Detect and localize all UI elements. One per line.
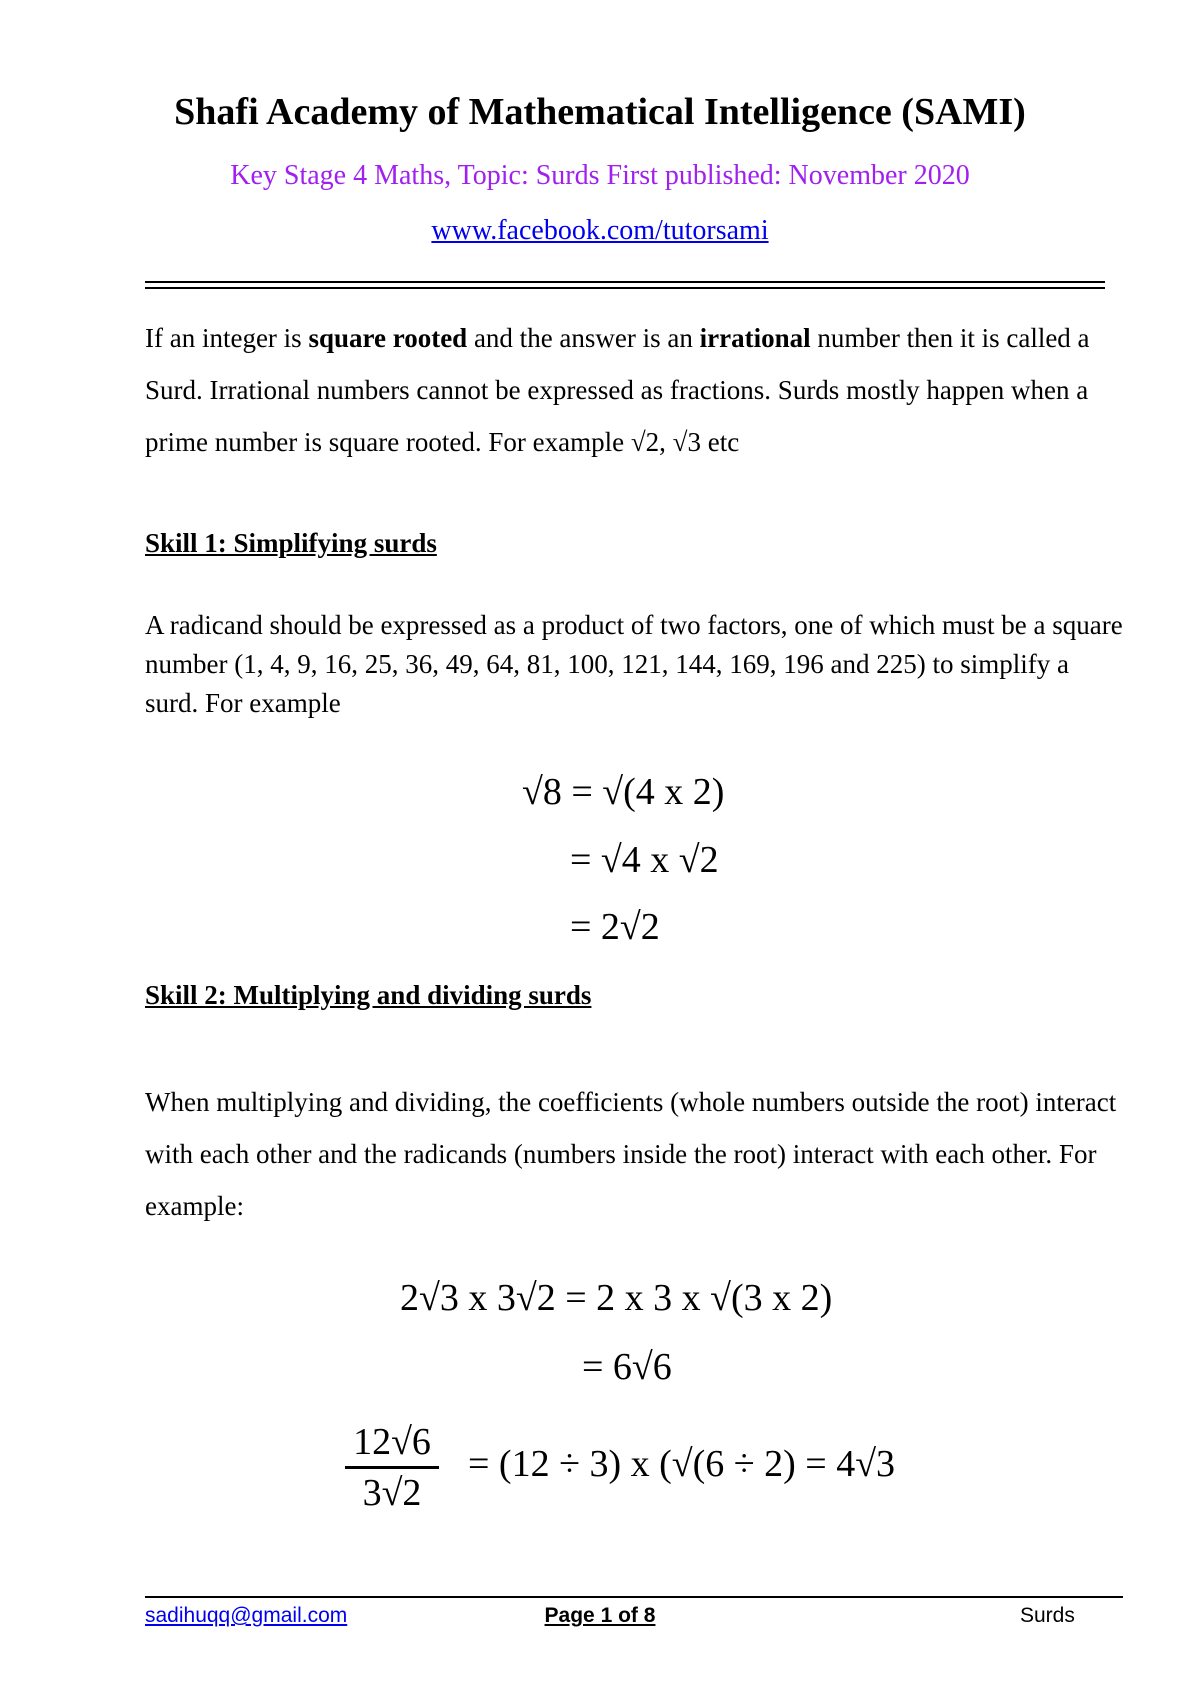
fraction-denominator: 3√2: [362, 1472, 422, 1514]
skill2-equation-2: = 6√6: [582, 1346, 672, 1388]
footer-topic: Surds: [1020, 1604, 1075, 1627]
skill1-equation-1: √8 = √(4 x 2): [522, 771, 725, 813]
skill1-equation-3: = 2√2: [570, 906, 660, 948]
fraction-numerator: 12√6: [353, 1421, 431, 1463]
footer-divider: [145, 1596, 1123, 1598]
skill1-equation-2: = √4 x √2: [570, 839, 719, 881]
skill2-heading: Skill 2: Multiplying and dividing surds: [145, 980, 592, 1010]
skill2-paragraph: When multiplying and dividing, the coefficients (whole numbers outside the root) interact with each other and the radicands (numbers inside the root) interact with each other. For example:: [145, 1087, 1117, 1221]
footer-email-link[interactable]: sadihuqq@gmail.com: [145, 1604, 348, 1627]
fraction-bar: [345, 1466, 439, 1469]
skill2-equation-3: = (12 ÷ 3) x (√(6 ÷ 2) = 4√3: [468, 1443, 896, 1485]
skill1-paragraph: A radicand should be expressed as a product of two factors, one of which must be a square number (1, 4, 9, 16, 25, 36, 49, 64, 81, 100, 121, 144, 169, 196 and 225) to simplify a surd. For example: [145, 610, 1123, 718]
skill2-fraction: [345, 1420, 439, 1515]
header-divider-bottom: [145, 287, 1105, 289]
header-divider-top: [145, 281, 1105, 283]
document-subtitle: Key Stage 4 Maths, Topic: Surds First published: November 2020: [230, 160, 970, 191]
skill1-heading: Skill 1: Simplifying surds: [145, 528, 437, 558]
footer-page-number: Page 1 of 8: [544, 1604, 656, 1627]
facebook-link[interactable]: www.facebook.com/tutorsami: [431, 215, 769, 246]
document-title: Shafi Academy of Mathematical Intelligence (SAMI): [174, 91, 1026, 133]
skill2-equation-1: 2√3 x 3√2 = 2 x 3 x √(3 x 2): [400, 1277, 833, 1319]
intro-paragraph: If an integer is square rooted and the answer is an irrational number then it is called a Surd. Irrational numbers cannot be expressed as fractions. Surds mostly happen when a prime number is square rooted. For example √2, √3 etc: [145, 323, 1090, 457]
